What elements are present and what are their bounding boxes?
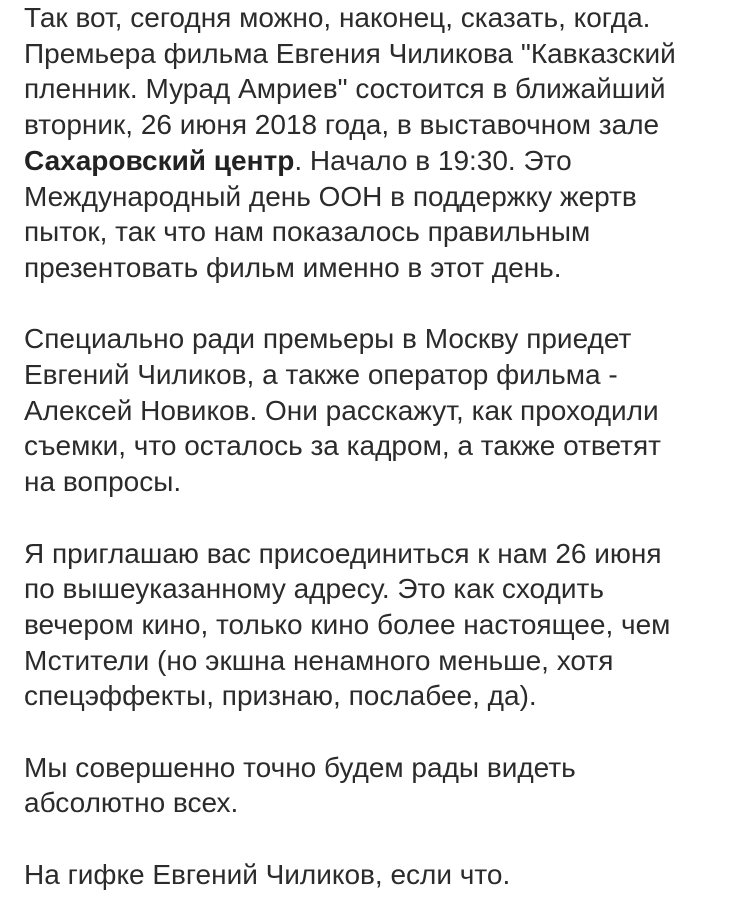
paragraph-gap: [24, 714, 744, 750]
text-line: абсолютно всех.: [24, 787, 239, 819]
text-line: Евгений Чиликов, а также оператор фильма -: [24, 359, 618, 391]
paragraph-gif-note: [24, 857, 744, 893]
text-line: [24, 143, 744, 179]
venue-link[interactable]: Сахаровский центр: [24, 144, 295, 176]
text-line: Премьера фильма Евгения Чиликова "Кавказский: [24, 37, 676, 69]
paragraph-gap: [24, 821, 744, 857]
text-fragment: . Начало в 19:30. Это: [294, 144, 572, 176]
paragraph-invitation: [24, 536, 744, 715]
text-line: спецэффекты, признаю, послабее, да).: [24, 680, 537, 712]
text-line: вторник, 26 июня 2018 года, в выставочном зале: [24, 109, 660, 141]
text-line: Мстители (но экшна ненамного меньше, хотя: [24, 644, 614, 676]
paragraph-gap: [24, 500, 744, 536]
paragraph-gap: [24, 286, 744, 322]
text-line: съемки, что осталось за кадром, а также ответят: [24, 430, 661, 462]
text-line: по вышеуказанному адресу. Это как сходить: [24, 573, 604, 605]
text-line: Международный день ООН в поддержку жертв: [24, 180, 637, 212]
text-line: пыток, так что нам показалось правильным: [24, 216, 591, 248]
text-line: вечером кино, только кино более настоящее, чем: [24, 608, 671, 640]
paragraph-welcome: [24, 750, 744, 821]
paragraph-guests: [24, 321, 744, 500]
text-line: пленник. Мурад Амриев" состоится в ближайший: [24, 73, 666, 105]
text-line: Так вот, сегодня можно, наконец, сказать, когда.: [24, 2, 651, 33]
text-line: на вопросы.: [24, 466, 182, 498]
text-line: Алексей Новиков. Они расскажут, как проходили: [24, 394, 659, 426]
text-line: Мы совершенно точно будем рады видеть: [24, 751, 576, 783]
paragraph-premiere-announcement: [24, 0, 744, 286]
text-line: Я приглашаю вас присоединиться к нам 26 июня: [24, 537, 662, 569]
post-body: [24, 0, 744, 893]
text-line: презентовать фильм именно в этот день.: [24, 251, 562, 283]
text-line: Специально ради премьеры в Москву приедет: [24, 323, 632, 355]
text-line: На гифке Евгений Чиликов, если что.: [24, 858, 511, 890]
